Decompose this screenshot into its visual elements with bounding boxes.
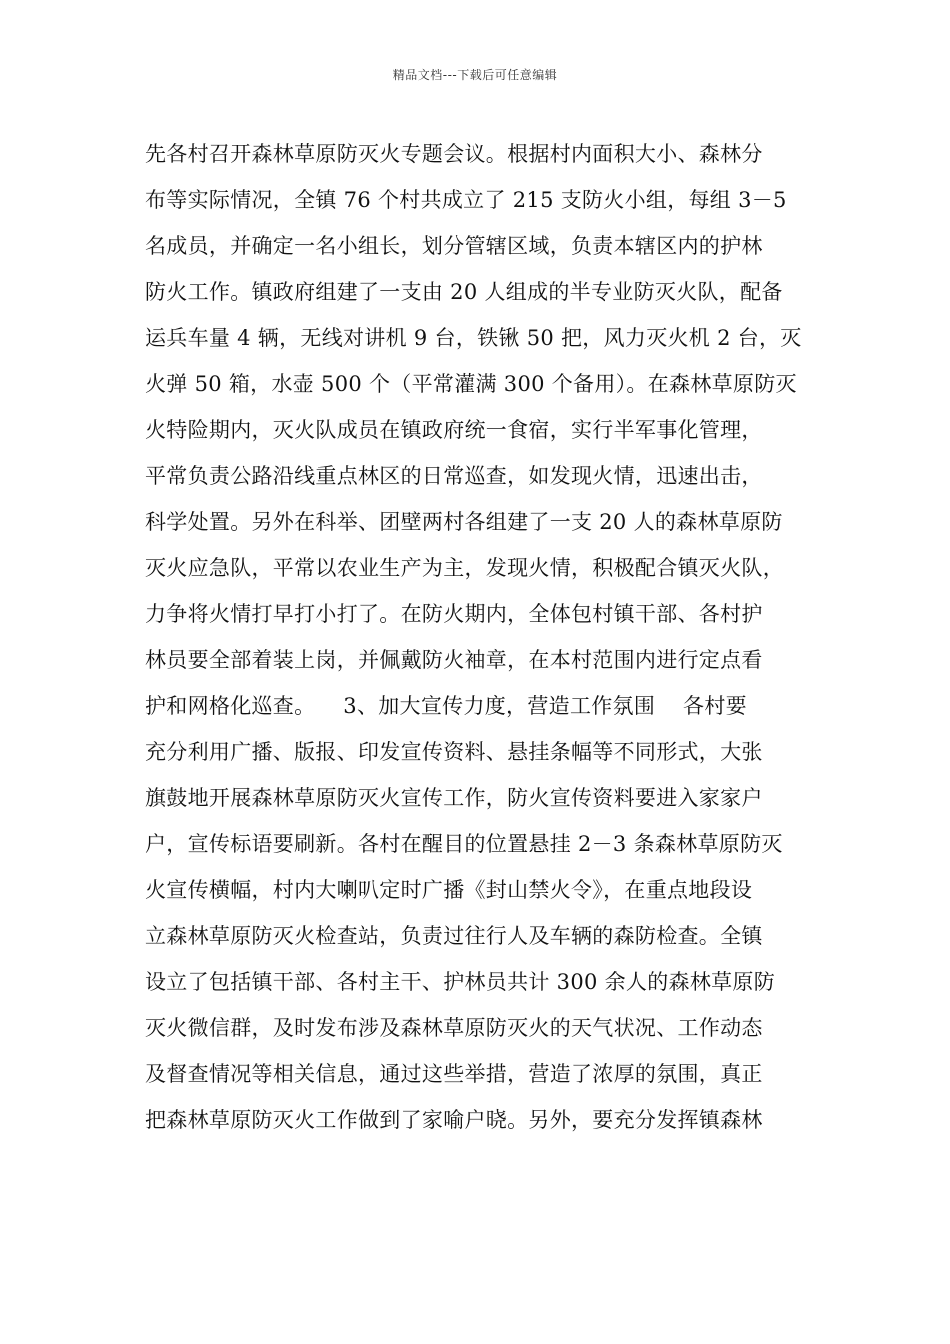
- text-line: 平常负责公路沿线重点林区的日常巡查，如发现火情，迅速出击，: [145, 464, 763, 488]
- text-line: 旗鼓地开展森林草原防灭火宣传工作，防火宣传资料要进入家家户: [145, 786, 763, 810]
- text-line: 名成员，并确定一名小组长，划分管辖区域，负责本辖区内的护林: [145, 234, 763, 258]
- text-line: 火特险期内，灭火队成员在镇政府统一食宿，实行半军事化管理，: [145, 418, 763, 442]
- text-line: 林员要全部着装上岗，并佩戴防火袖章，在本村范围内进行定点看: [145, 648, 763, 672]
- text-line: 设立了包括镇干部、各村主干、护林员共计 300 余人的森林草原防: [145, 970, 776, 994]
- text-line: 护和网格化巡查。 3、加大宣传力度，营造工作氛围 各村要: [145, 694, 747, 718]
- text-line: 户，宣传标语要刷新。各村在醒目的位置悬挂 2－3 条森林草原防灭: [145, 832, 783, 856]
- text-line: 灭火微信群，及时发布涉及森林草原防灭火的天气状况、工作动态: [145, 1016, 763, 1040]
- text-line: 立森林草原防灭火检查站，负责过往行人及车辆的森防检查。全镇: [145, 924, 763, 948]
- text-line: 防火工作。镇政府组建了一支由 20 人组成的半专业防灭火队，配备: [145, 280, 783, 304]
- text-line: 先各村召开森林草原防灭火专题会议。根据村内面积大小、森林分: [145, 142, 763, 166]
- text-line: 布等实际情况，全镇 76 个村共成立了 215 支防火小组，每组 3－5: [145, 188, 787, 212]
- text-line: 灭火应急队，平常以农业生产为主，发现火情，积极配合镇灭火队，: [145, 556, 784, 580]
- document-body: [145, 131, 825, 1143]
- text-line: 力争将火情打早打小打了。在防火期内，全体包村镇干部、各村护: [145, 602, 763, 626]
- text-line: 及督查情况等相关信息，通过这些举措，营造了浓厚的氛围，真正: [145, 1062, 763, 1086]
- text-line: 把森林草原防灭火工作做到了家喻户晓。另外，要充分发挥镇森林: [145, 1108, 763, 1132]
- page-header: 精品文档---下载后可任意编辑: [392, 68, 558, 82]
- text-line: 充分利用广播、版报、印发宣传资料、悬挂条幅等不同形式，大张: [145, 740, 763, 764]
- text-line: 火弹 50 箱，水壶 500 个（平常灌满 300 个备用）。在森林草原防灭: [145, 372, 797, 396]
- text-line: 运兵车量 4 辆，无线对讲机 9 台，铁锹 50 把，风力灭火机 2 台，灭: [145, 326, 802, 350]
- text-line: 火宣传横幅，村内大喇叭定时广播《封山禁火令》，在重点地段设: [145, 878, 753, 902]
- text-line: 科学处置。另外在科举、团壁两村各组建了一支 20 人的森林草原防: [145, 510, 783, 534]
